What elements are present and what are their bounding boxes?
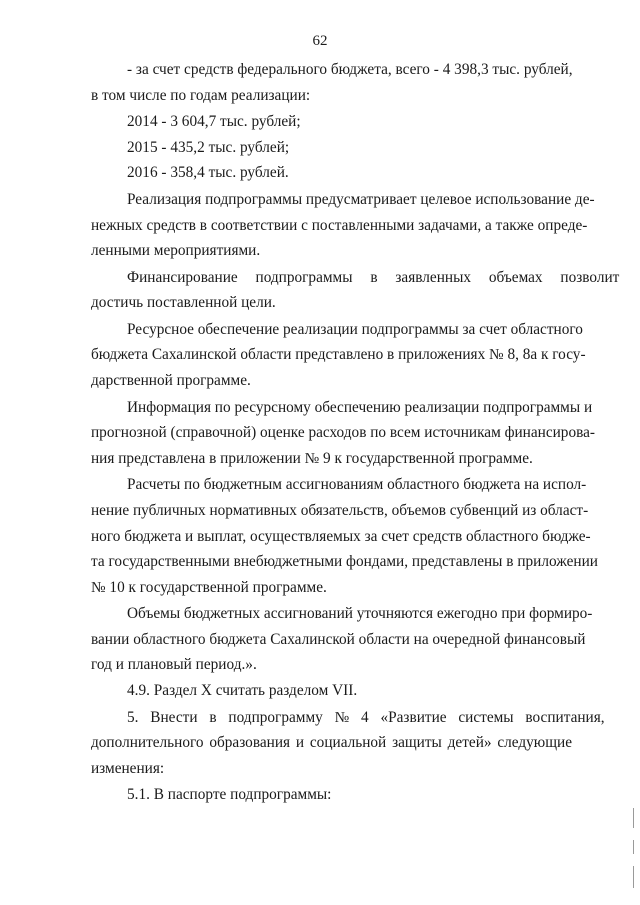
page-number: 62 — [312, 33, 328, 49]
text-line: прогнозной (справочной) оценке расходов по всем источникам финансирова- — [91, 424, 596, 441]
text-line: бюджета Сахалинской области представлено в приложениях № 8, 8а к госу- — [91, 346, 586, 363]
text-line: та государственными внебюджетными фондами, представлены в приложении — [91, 553, 598, 570]
text-line: 5.1. В паспорте подпрограммы: — [127, 786, 332, 803]
text-line: 2016 - 358,4 тыс. рублей. — [127, 164, 289, 181]
scan-artifact — [633, 808, 634, 828]
text-line: нение публичных нормативных обязательств, объемов субвенций из област- — [91, 502, 589, 519]
text-line: Расчеты по бюджетным ассигнованиям областного бюджета на испол- — [127, 476, 587, 493]
text-line: дарственной программе. — [91, 372, 251, 389]
text-line: № 10 к государственной программе. — [91, 579, 327, 596]
text-line: 4.9. Раздел X считать разделом VII. — [127, 682, 358, 699]
text-line: Финансирование подпрограммы в заявленных объемах позволит — [127, 269, 620, 286]
text-line: Реализация подпрограммы предусматривает целевое использование де- — [127, 191, 595, 208]
text-line: год и плановый период.». — [91, 656, 257, 673]
text-line: изменения: — [91, 760, 165, 777]
text-line: дополнительного образования и социальной защиты детей» следующие — [91, 734, 572, 751]
text-line: 2015 - 435,2 тыс. рублей; — [127, 139, 290, 156]
text-line: достичь поставленной цели. — [91, 294, 276, 311]
text-line: Объемы бюджетных ассигнований уточняются ежегодно при формиро- — [127, 605, 593, 622]
text-line: 2014 - 3 604,7 тыс. рублей; — [127, 113, 301, 130]
text-line: ния представлена в приложении № 9 к государственной программе. — [91, 450, 533, 467]
text-line: вании областного бюджета Сахалинской области на очередной финансовый — [91, 631, 586, 648]
text-line: 5. Внести в подпрограмму № 4 «Развитие системы воспитания, — [127, 709, 605, 726]
text-line: ленными мероприятиями. — [91, 242, 261, 259]
scan-artifact — [633, 866, 634, 888]
text-line: в том числе по годам реализации: — [91, 87, 311, 104]
text-line: Ресурсное обеспечение реализации подпрограммы за счет областного — [127, 321, 583, 338]
text-line: - за счет средств федерального бюджета, всего - 4 398,3 тыс. рублей, — [127, 61, 573, 78]
scan-artifact — [633, 840, 634, 854]
text-line: нежных средств в соответствии с поставленными задачами, а также опреде- — [91, 217, 588, 234]
text-line: Информация по ресурсному обеспечению реализации подпрограммы и — [127, 399, 593, 416]
text-line: ного бюджета и выплат, осуществляемых за счет средств областного бюдже- — [91, 528, 591, 545]
